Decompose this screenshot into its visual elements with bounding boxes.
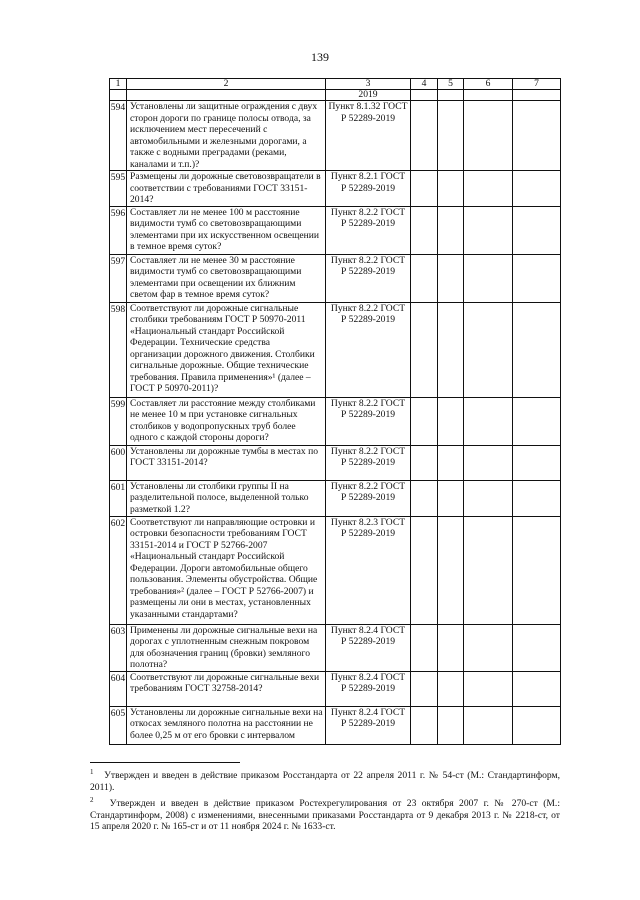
row-number: 600 bbox=[110, 445, 127, 480]
row-reference: Пункт 8.2.4 ГОСТ Р 52289-2019 bbox=[326, 706, 411, 744]
table-row bbox=[110, 516, 561, 624]
table-row bbox=[110, 171, 561, 207]
header-col-4: 4 bbox=[411, 79, 438, 90]
row-reference: Пункт 8.2.2 ГОСТ Р 52289-2019 bbox=[326, 397, 411, 445]
header-col-1: 1 bbox=[110, 79, 127, 90]
row-reference: Пункт 8.2.3 ГОСТ Р 52289-2019 bbox=[326, 516, 411, 624]
row-number: 602 bbox=[110, 516, 127, 624]
footnote-2 bbox=[90, 795, 560, 833]
table-row bbox=[110, 671, 561, 706]
row-question: Составляет ли не менее 30 м расстояние видимости тумб со световозвращающими элементами при освещении их ближним светом фар в темное время суток? bbox=[127, 254, 326, 302]
row-reference: Пункт 8.2.1 ГОСТ Р 52289-2019 bbox=[326, 171, 411, 207]
table-row bbox=[110, 302, 561, 397]
table-row bbox=[110, 445, 561, 480]
row-reference: Пункт 8.2.2 ГОСТ Р 52289-2019 bbox=[326, 302, 411, 397]
row-reference: Пункт 8.2.2 ГОСТ Р 52289-2019 bbox=[326, 445, 411, 480]
table-row bbox=[110, 480, 561, 516]
footnote-mark: 2 bbox=[90, 796, 94, 805]
table-row bbox=[110, 101, 561, 171]
footnotes bbox=[90, 762, 560, 835]
row-number: 594 bbox=[110, 101, 127, 171]
row-reference: Пункт 8.2.2 ГОСТ Р 52289-2019 bbox=[326, 206, 411, 254]
footnote-1 bbox=[90, 767, 560, 793]
row-question: Установлены ли дорожные тумбы в местах по ГОСТ 33151-2014? bbox=[127, 445, 326, 480]
row-number: 595 bbox=[110, 171, 127, 207]
header-col-3: 3 bbox=[326, 79, 411, 90]
row-question: Соответствуют ли дорожные сигнальные вехи требованиям ГОСТ 32758-2014? bbox=[127, 671, 326, 706]
footnote-text: Утвержден и введен в действие приказом Ростехрегулирования от 23 октября 2007 г. № 270-ст (М.: Стандартинформ, 2008) с изменениями, внесенными приказами Росстандарта от 9 декабря 2013 г. № 2218-ст, от 15 апреля 2020 г. № 165-ст и от 11 ноября 2024 г. № 1633-ст. bbox=[90, 798, 560, 833]
row-question: Составляет ли расстояние между столбиками не менее 10 м при установке сигнальных столбиков у водопропускных труб более одного с каждой стороны дороги? bbox=[127, 397, 326, 445]
row-question: Размещены ли дорожные световозвращатели в соответствии с требованиями ГОСТ 33151-2014? bbox=[127, 171, 326, 207]
continuation-row bbox=[110, 90, 561, 101]
table-row bbox=[110, 254, 561, 302]
table-row bbox=[110, 397, 561, 445]
header-row bbox=[110, 79, 561, 90]
row-number: 599 bbox=[110, 397, 127, 445]
row-question: Применены ли дорожные сигнальные вехи на дорогах с уплотненным снежным покровом для обозначения границ (бровки) земляного полотна? bbox=[127, 624, 326, 671]
row-reference: Пункт 8.1.32 ГОСТ Р 52289-2019 bbox=[326, 101, 411, 171]
row-reference: Пункт 8.2.4 ГОСТ Р 52289-2019 bbox=[326, 671, 411, 706]
row-number: 603 bbox=[110, 624, 127, 671]
row-number: 604 bbox=[110, 671, 127, 706]
row-reference: Пункт 8.2.2 ГОСТ Р 52289-2019 bbox=[326, 480, 411, 516]
row-number: 598 bbox=[110, 302, 127, 397]
footnote-mark: 1 bbox=[90, 768, 94, 776]
footnote-divider bbox=[90, 762, 240, 763]
header-col-2: 2 bbox=[127, 79, 326, 90]
header-col-7: 7 bbox=[513, 79, 561, 90]
row-number: 596 bbox=[110, 206, 127, 254]
row-question: Соответствуют ли дорожные сигнальные столбики требованиям ГОСТ Р 50970-2011 «Национальный стандарт Российской Федерации. Технические средства организации дорожного движения. Столбики сигнальные дорожные. Общие технические требования. Правила применения»¹ (далее – ГОСТ Р 50970-2011)? bbox=[127, 302, 326, 397]
row-question: Составляет ли не менее 100 м расстояние видимости тумб со световозвращающими элементами при их искусственном освещении в темное время суток? bbox=[127, 206, 326, 254]
footnote-text: Утвержден и введен в действие приказом Росстандарта от 22 апреля 2011 г. № 54-ст (М.: Стандартинформ, 2011). bbox=[90, 770, 560, 793]
header-col-5: 5 bbox=[438, 79, 464, 90]
table-row bbox=[110, 624, 561, 671]
checklist-table bbox=[109, 78, 561, 745]
page-number: 139 bbox=[311, 50, 329, 64]
row-question: Установлены ли столбики группы II на разделительной полосе, выделенной только разметкой 1.2? bbox=[127, 480, 326, 516]
row-number: 605 bbox=[110, 706, 127, 744]
table-row bbox=[110, 206, 561, 254]
row-number: 601 bbox=[110, 480, 127, 516]
row-question: Установлены ли дорожные сигнальные вехи на откосах земляного полотна на расстоянии не более 0,25 м от его бровки с интервалом bbox=[127, 706, 326, 744]
row-reference: Пункт 8.2.4 ГОСТ Р 52289-2019 bbox=[326, 624, 411, 671]
table-row bbox=[110, 706, 561, 744]
header-col-6: 6 bbox=[464, 79, 513, 90]
row-question: Установлены ли защитные ограждения с двух сторон дороги по границе полосы отвода, за исключением мест пересечений с автомобильными и железными дорогами, а также с водными преградами (реками, каналами и т.п.)? bbox=[127, 101, 326, 171]
row-reference: Пункт 8.2.2 ГОСТ Р 52289-2019 bbox=[326, 254, 411, 302]
row-question: Соответствуют ли направляющие островки и островки безопасности требованиям ГОСТ 33151-2014 и ГОСТ Р 52766-2007 «Национальный стандарт Российской Федерации. Дороги автомобильные общего пользования. Элементы обустройства. Общие требования»² (далее – ГОСТ Р 52766-2007) и размещены ли они в местах, установленных указанными стандартами? bbox=[127, 516, 326, 624]
row-number: 597 bbox=[110, 254, 127, 302]
continuation-ref: 2019 bbox=[326, 90, 411, 101]
